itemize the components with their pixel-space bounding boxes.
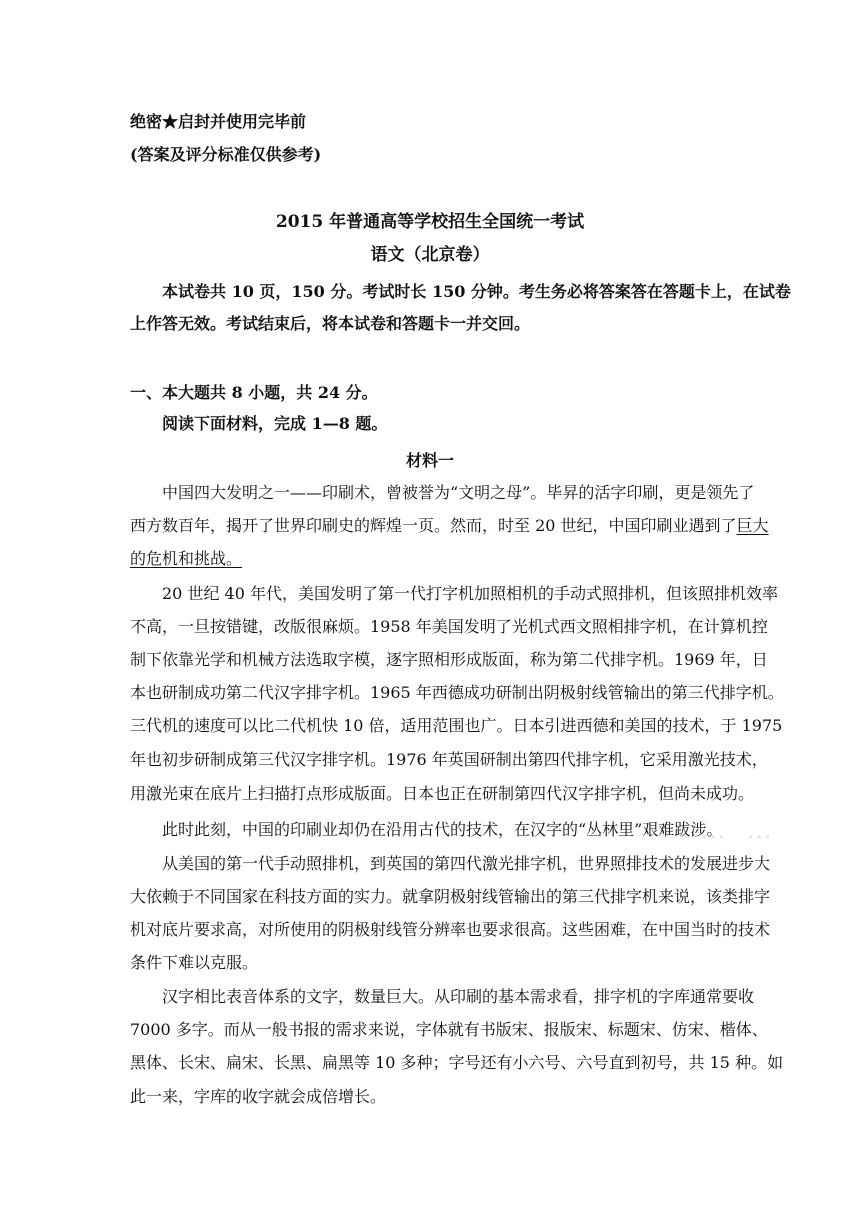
paragraph-2-line-3: 制下依靠光学和机械方法选取字模，逐字照相形成版面，称为第二代排字机。1969 年，日	[130, 650, 768, 669]
paragraph-5-line-3: 黑体、长宋、扁宋、长黑、扁黑等 10 多种；字号还有小六号、六号直到初号，共 15 种。如	[130, 1053, 784, 1072]
paragraph-2-line-4: 本也研制成功第二代汉字排字机。1965 年西德成功研制出阴极射线管输出的第三代排字机。	[130, 683, 784, 702]
paragraph-2-line-2: 不高，一旦按错键，改版很麻烦。1958 年美国发明了光机式西文照相排字机，在计算机控	[130, 617, 768, 636]
faint-watermark: ⋯ ⋯	[700, 822, 779, 852]
paragraph-5-line-1: 汉字相比表音体系的文字，数量巨大。从印刷的基本需求看，排字机的字库通常要收	[162, 987, 755, 1006]
paragraph-4-line-3: 机对底片要求高，对所使用的阴极射线管分辨率也要求很高。这些困难，在中国当时的技术	[130, 920, 771, 939]
paragraph-4-line-4: 条件下难以克服。	[130, 953, 259, 972]
paragraph-2-line-1: 20 世纪 40 年代，美国发明了第一代打字机加照相机的手动式照排机，但该照排机效率	[162, 584, 778, 603]
paragraph-1-line-3	[130, 549, 730, 569]
underlined-phrase-end: 的危机和挑战。	[130, 549, 243, 568]
paragraph-2-line-5: 三代机的速度可以比二代机快 10 倍，适用范围也广。日本引进西德和美国的技术，于 1975	[130, 716, 783, 735]
section-heading: 一、本大题共 8 小题，共 24 分。	[130, 383, 378, 402]
material-title: 材料一	[405, 451, 454, 470]
instructions-line-2: 上作答无效。考试结束后，将本试卷和答题卡一并交回。	[130, 314, 531, 333]
paragraph-3-line-1: 此时此刻，中国的印刷业却仍在沿用古代的技术，在汉字的“丛林里”艰难跋涉。	[162, 820, 723, 839]
paragraph-2-line-7: 用激光束在底片上扫描打点形成版面。日本也正在研制第四代汉字排字机，但尚未成功。	[130, 784, 755, 803]
paragraph-1-line-2-text: 西方数百年，揭开了世界印刷史的辉煌一页。然而，时至 20 世纪，中国印刷业遇到了	[130, 516, 737, 535]
section-directive: 阅读下面材料，完成 1—8 题。	[162, 414, 388, 433]
paragraph-1-line-2	[130, 516, 769, 536]
underlined-phrase-start: 巨大	[736, 516, 769, 535]
exam-subtitle: 语文（北京卷）	[370, 245, 490, 265]
paragraph-5-line-2: 7000 多字。而从一般书报的需求来说，字体就有书版宋、报版宋、标题宋、仿宋、楷体、	[130, 1020, 768, 1039]
paragraph-1-line-1: 中国四大发明之一——印刷术，曾被誉为“文明之母”。毕昇的活字印刷，更是领先了	[162, 483, 755, 502]
confidential-label: 绝密★启封并使用完毕前	[130, 112, 307, 131]
answer-note: (答案及评分标准仅供参考)	[130, 145, 322, 164]
paragraph-5-line-4: 此一来，字库的收字就会成倍增长。	[130, 1087, 387, 1106]
paragraph-4-line-2: 大依赖于不同国家在科技方面的实力。就拿阴极射线管输出的第三代排字机来说，该类排字	[130, 887, 771, 906]
exam-title: 2015 年普通高等学校招生全国统一考试	[275, 212, 585, 232]
paragraph-2-line-6: 年也初步研制成第三代汉字排字机。1976 年英国研制出第四代排字机，它采用激光技术，	[130, 750, 768, 769]
instructions-line-1: 本试卷共 10 页，150 分。考试时长 150 分钟。考生务必将答案答在答题卡上，在试卷	[162, 282, 791, 301]
paragraph-4-line-1: 从美国的第一代手动照排机，到英国的第四代激光排字机，世界照排技术的发展进步大	[162, 854, 771, 873]
